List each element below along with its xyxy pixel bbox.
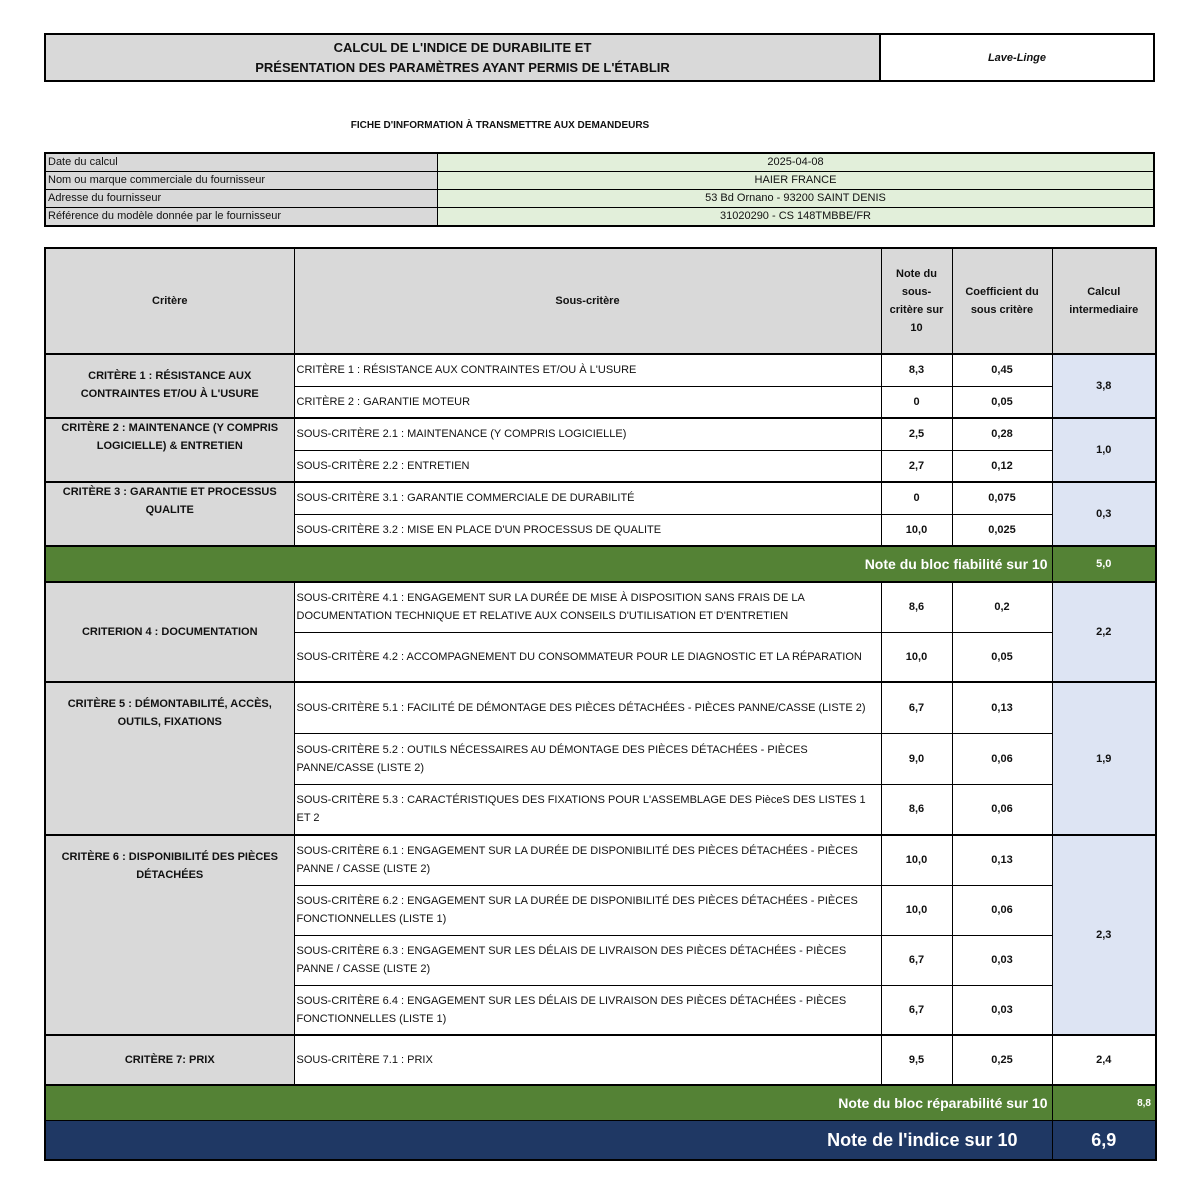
header-sous-critere: Sous-critère: [294, 248, 881, 354]
subcriterion-coef: 0,12: [952, 450, 1052, 482]
subcriterion-label: SOUS-CRITÈRE 4.2 : ACCOMPAGNEMENT DU CONSOMMATEUR POUR LE DIAGNOSTIC ET LA RÉPARATION: [294, 632, 881, 682]
fiabilite-label: Note du bloc fiabilité sur 10: [45, 546, 1052, 582]
info-row-address: [45, 190, 1154, 208]
subcriterion-label: SOUS-CRITÈRE 5.1 : FACILITÉ DE DÉMONTAGE DES PIÈCES DÉTACHÉES - PIÈCES PANNE/CASSE (LISTE 2): [294, 682, 881, 733]
criterion-2-label: CRITÈRE 2 : MAINTENANCE (Y COMPRIS LOGICIELLE) & ENTRETIEN: [45, 418, 294, 482]
table-row: [45, 835, 1156, 885]
product-type: Lave-Linge: [879, 33, 1155, 82]
criterion-1-calc: 3,8: [1052, 354, 1156, 418]
criterion-1-label: CRITÈRE 1 : RÉSISTANCE AUX CONTRAINTES ET/OU À L'USURE: [45, 354, 294, 418]
subcriterion-note: 10,0: [881, 632, 952, 682]
date-label: Date du calcul: [45, 153, 438, 172]
criterion-4-label: CRITERION 4 : DOCUMENTATION: [45, 582, 294, 682]
subcriterion-coef: 0,2: [952, 582, 1052, 632]
table-row: [45, 682, 1156, 733]
subcriterion-note: 6,7: [881, 985, 952, 1035]
subcriterion-coef: 0,13: [952, 835, 1052, 885]
criterion-3-label: CRITÈRE 3 : GARANTIE ET PROCESSUS QUALITE: [45, 482, 294, 546]
subcriterion-coef: 0,05: [952, 386, 1052, 418]
table-row: [45, 418, 1156, 450]
criterion-4-calc: 2,2: [1052, 582, 1156, 682]
info-row-model: [45, 208, 1154, 227]
table-row: [45, 582, 1156, 632]
subcriterion-label: SOUS-CRITÈRE 2.2 : ENTRETIEN: [294, 450, 881, 482]
model-label: Référence du modèle donnée par le fournisseur: [45, 208, 438, 227]
subcriterion-note: 10,0: [881, 514, 952, 546]
subcriterion-label: SOUS-CRITÈRE 5.3 : CARACTÉRISTIQUES DES FIXATIONS POUR L'ASSEMBLAGE DES PièceS DES LISTES 1 ET 2: [294, 784, 881, 835]
subcriterion-coef: 0,06: [952, 733, 1052, 784]
table-row: [45, 1035, 1156, 1085]
subcriterion-label: SOUS-CRITÈRE 6.4 : ENGAGEMENT SUR LES DÉLAIS DE LIVRAISON DES PIÈCES DÉTACHÉES - PIÈCES FONCTIONNELLES (LISTE 1): [294, 985, 881, 1035]
reparabilite-value: 8,8: [1052, 1085, 1156, 1121]
table-row: [45, 482, 1156, 514]
subcriterion-note: 8,6: [881, 582, 952, 632]
table-row: [45, 354, 1156, 386]
reparabilite-label: Note du bloc réparabilité sur 10: [45, 1085, 1052, 1121]
info-row-date: [45, 153, 1154, 172]
criterion-3-calc: 0,3: [1052, 482, 1156, 546]
table-header-row: [45, 248, 1156, 354]
subcriterion-label: SOUS-CRITÈRE 3.1 : GARANTIE COMMERCIALE DE DURABILITÉ: [294, 482, 881, 514]
subcriterion-note: 2,5: [881, 418, 952, 450]
header-note: Note du sous-critère sur 10: [881, 248, 952, 354]
info-row-brand: [45, 172, 1154, 190]
subcriterion-coef: 0,25: [952, 1035, 1052, 1085]
subcriterion-note: 6,7: [881, 935, 952, 985]
fiabilite-value: 5,0: [1052, 546, 1156, 582]
criterion-5-label: CRITÈRE 5 : DÉMONTABILITÉ, ACCÈS, OUTILS, FIXATIONS: [45, 682, 294, 835]
subcriterion-label: SOUS-CRITÈRE 2.1 : MAINTENANCE (Y COMPRIS LOGICIELLE): [294, 418, 881, 450]
subcriterion-note: 6,7: [881, 682, 952, 733]
durability-index-table: [44, 247, 1157, 1161]
subcriterion-label: SOUS-CRITÈRE 4.1 : ENGAGEMENT SUR LA DURÉE DE MISE À DISPOSITION SANS FRAIS DE LA DOCUMENTATION TECHNIQUE ET RELATIVE AUX CONSEILS D'UTILISATION ET D'ENTRETIEN: [294, 582, 881, 632]
criterion-7-label: CRITÈRE 7: PRIX: [45, 1035, 294, 1085]
subcriterion-coef: 0,13: [952, 682, 1052, 733]
subcriterion-note: 0: [881, 386, 952, 418]
subcriterion-note: 0: [881, 482, 952, 514]
subcriterion-coef: 0,075: [952, 482, 1052, 514]
subcriterion-label: SOUS-CRITÈRE 3.2 : MISE EN PLACE D'UN PROCESSUS DE QUALITE: [294, 514, 881, 546]
indice-label: Note de l'indice sur 10: [45, 1121, 1052, 1161]
title-line-1: CALCUL DE L'INDICE DE DURABILITE ET: [333, 39, 592, 55]
subcriterion-label: SOUS-CRITÈRE 6.1 : ENGAGEMENT SUR LA DURÉE DE DISPONIBILITÉ DES PIÈCES DÉTACHÉES - PIÈCES PANNE / CASSE (LISTE 2): [294, 835, 881, 885]
address-value: 53 Bd Ornano - 93200 SAINT DENIS: [438, 190, 1155, 208]
model-value: 31020290 - CS 148TMBBE/FR: [438, 208, 1155, 227]
header-critere: Critère: [45, 248, 294, 354]
title-line-2: PRÉSENTATION DES PARAMÈTRES AYANT PERMIS DE L'ÉTABLIR: [255, 59, 670, 75]
supplier-info-table: [44, 152, 1155, 227]
subcriterion-label: SOUS-CRITÈRE 5.2 : OUTILS NÉCESSAIRES AU DÉMONTAGE DES PIÈCES DÉTACHÉES - PIÈCES PANNE/CASSE (LISTE 2): [294, 733, 881, 784]
header-calc: Calcul intermediaire: [1052, 248, 1156, 354]
subcriterion-note: 8,3: [881, 354, 952, 386]
criterion-5-calc: 1,9: [1052, 682, 1156, 835]
document-title: [44, 33, 881, 82]
address-label: Adresse du fournisseur: [45, 190, 438, 208]
subcriterion-coef: 0,28: [952, 418, 1052, 450]
subcriterion-label: SOUS-CRITÈRE 6.3 : ENGAGEMENT SUR LES DÉLAIS DE LIVRAISON DES PIÈCES DÉTACHÉES - PIÈCES PANNE / CASSE (LISTE 2): [294, 935, 881, 985]
criterion-7-calc: 2,4: [1052, 1035, 1156, 1085]
subcriterion-coef: 0,03: [952, 985, 1052, 1035]
brand-label: Nom ou marque commerciale du fournisseur: [45, 172, 438, 190]
subcriterion-coef: 0,45: [952, 354, 1052, 386]
brand-value: HAIER FRANCE: [438, 172, 1155, 190]
subcriterion-note: 8,6: [881, 784, 952, 835]
criterion-2-calc: 1,0: [1052, 418, 1156, 482]
subcriterion-coef: 0,025: [952, 514, 1052, 546]
indice-value: 6,9: [1052, 1121, 1156, 1161]
subcriterion-label: CRITÈRE 2 : GARANTIE MOTEUR: [294, 386, 881, 418]
header-coef: Coefficient du sous critère: [952, 248, 1052, 354]
subcriterion-label: CRITÈRE 1 : RÉSISTANCE AUX CONTRAINTES ET/OU À L'USURE: [294, 354, 881, 386]
subtitle: FICHE D'INFORMATION À TRANSMETTRE AUX DEMANDEURS: [350, 120, 650, 131]
subcriterion-note: 2,7: [881, 450, 952, 482]
subcriterion-label: SOUS-CRITÈRE 7.1 : PRIX: [294, 1035, 881, 1085]
criterion-6-calc: 2,3: [1052, 835, 1156, 1035]
subcriterion-note: 10,0: [881, 885, 952, 935]
subcriterion-coef: 0,03: [952, 935, 1052, 985]
fiabilite-total-row: [45, 546, 1156, 582]
subcriterion-note: 10,0: [881, 835, 952, 885]
criterion-6-label: CRITÈRE 6 : DISPONIBILITÉ DES PIÈCES DÉTACHÉES: [45, 835, 294, 1035]
subcriterion-coef: 0,06: [952, 784, 1052, 835]
subcriterion-note: 9,0: [881, 733, 952, 784]
subcriterion-label: SOUS-CRITÈRE 6.2 : ENGAGEMENT SUR LA DURÉE DE DISPONIBILITÉ DES PIÈCES DÉTACHÉES - PIÈCES FONCTIONNELLES (LISTE 1): [294, 885, 881, 935]
subcriterion-note: 9,5: [881, 1035, 952, 1085]
indice-total-row: [45, 1121, 1156, 1161]
subcriterion-coef: 0,05: [952, 632, 1052, 682]
subcriterion-coef: 0,06: [952, 885, 1052, 935]
date-value: 2025-04-08: [438, 153, 1155, 172]
reparabilite-total-row: [45, 1085, 1156, 1121]
